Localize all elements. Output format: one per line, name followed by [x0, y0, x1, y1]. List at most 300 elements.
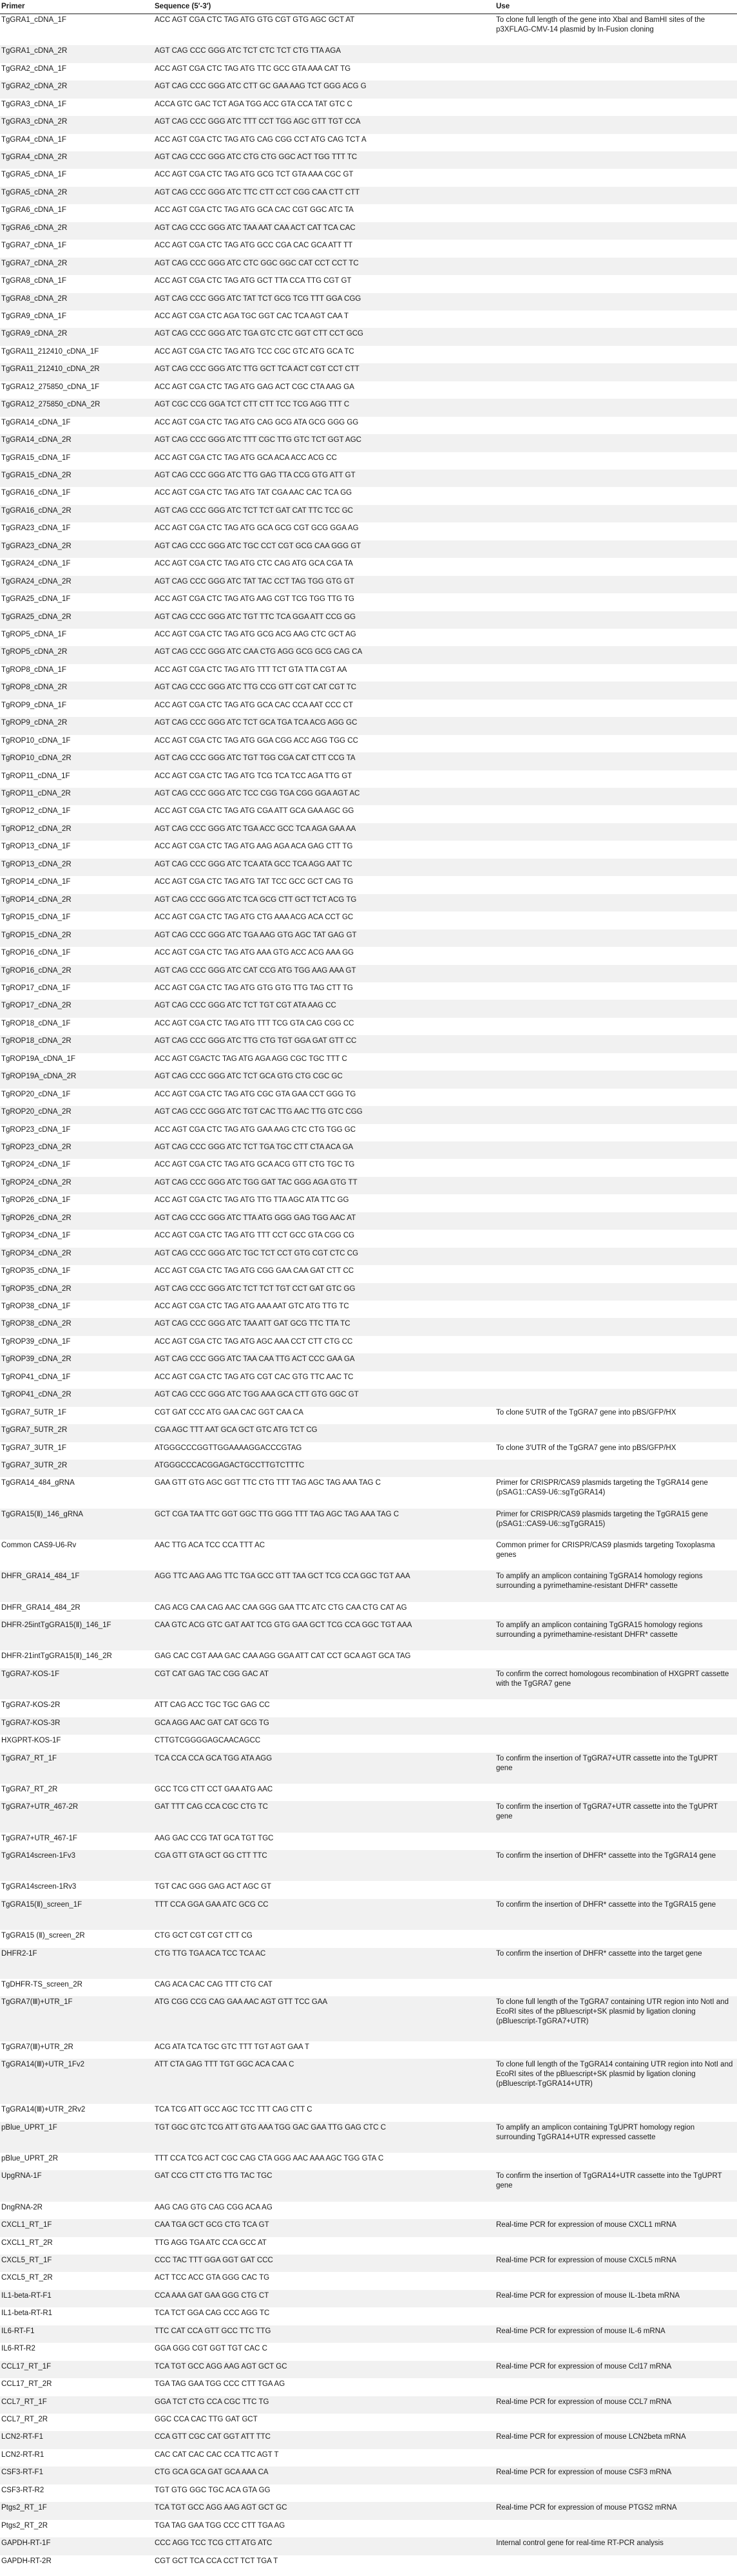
- cell-primer: TgGRA7_5UTR_2R: [1, 1426, 68, 1435]
- table-row: [0, 1668, 737, 1699]
- table-row: [0, 1442, 737, 1460]
- cell-primer: TgROP39_cDNA_2R: [1, 1355, 72, 1364]
- cell-sequence: AGT CAG CCC GGG ATC TTG GCT TCA ACT CGT CCT CTT: [155, 365, 359, 374]
- table-row: [0, 1194, 737, 1212]
- table-row: [0, 346, 737, 363]
- cell-sequence: ACC AGT CGA CTC TAG ATG TTT TCG GTA CAG CGG CC: [155, 1019, 354, 1027]
- cell-primer: TgROP10_cDNA_1F: [1, 736, 71, 745]
- cell-use: To amplify an amplicon containing TgUPRT homology region surrounding TgGRA14+UTR expressed cassette: [496, 2123, 695, 2141]
- table-row: [0, 434, 737, 452]
- cell-sequence: ACC AGT CGA CTC TAG ATG GCA GCG CGT GCG GGA AG: [155, 524, 359, 533]
- cell-primer: DHFR-21intTgGRA15(Ⅱ)_146_2R: [1, 1652, 112, 1661]
- cell-primer: TgGRA15(Ⅱ)_146_gRNA: [1, 1510, 84, 1518]
- cell-primer: TgROP39_cDNA_1F: [1, 1337, 71, 1346]
- table-row: [0, 2502, 737, 2519]
- table-row: [0, 452, 737, 470]
- cell-primer: TgGRA11_212410_cDNA_2R: [1, 365, 100, 374]
- table-row: [0, 1000, 737, 1017]
- table-row: [0, 1018, 737, 1035]
- cell-use: [496, 2485, 734, 2486]
- cell-primer: Ptgs2_RT_1F: [1, 2504, 47, 2512]
- cell-use: Real-time PCR for expression of mouse CXCL1 mRNA: [496, 2221, 676, 2229]
- cell-primer: TgROP19A_cDNA_1F: [1, 1054, 76, 1063]
- cell-sequence: AGT CAG CCC GGG ATC TTT CCT TGG AGC GTT TGT CCA: [155, 118, 361, 126]
- table-row: [0, 1650, 737, 1668]
- table-row: [0, 1318, 737, 1335]
- cell-sequence: CGT CAT GAG TAC CGG GAC AT: [155, 1670, 269, 1678]
- table-row: [0, 1124, 737, 1141]
- table-row: [0, 1850, 737, 1881]
- table-row: [0, 2520, 737, 2537]
- cell-sequence: CAA TGA GCT GCG CTG TCA GT: [155, 2221, 269, 2229]
- cell-use: Primer for CRISPR/CAS9 plasmids targeting the TgGRA15 gene (pSAG1::CAS9-U6::sgTgGRA15): [496, 1510, 708, 1528]
- table-row: [0, 1460, 737, 1477]
- cell-sequence: CTG GCT CGT CGT CTT CG: [155, 1932, 253, 1940]
- cell-primer: TgROP9_cDNA_1F: [1, 701, 66, 709]
- cell-sequence: AGT CAG CCC GGG ATC TGG GAT TAC GGG AGA GTG TT: [155, 1178, 358, 1187]
- cell-use: [496, 99, 734, 100]
- cell-primer: DHFR2-1F: [1, 1949, 37, 1958]
- cell-primer: TgROP8_cDNA_2R: [1, 683, 68, 692]
- cell-use: Real-time PCR for expression of mouse CSF3 mRNA: [496, 2468, 672, 2477]
- table-row: [0, 1159, 737, 1176]
- cell-primer: IL1-beta-RT-R1: [1, 2309, 53, 2318]
- cell-sequence: AGT CAG CCC GGG ATC TAA AAT CAA ACT CAT TCA CAC: [155, 224, 356, 232]
- cell-sequence: GCC TCG CTT CCT GAA ATG AAC: [155, 1785, 273, 1793]
- cell-sequence: AGT CAG CCC GGG ATC TTG CCG GTT CGT CAT CGT TC: [155, 683, 357, 692]
- cell-use: [496, 1230, 734, 1231]
- cell-sequence: ATT CTA GAG TTT TGT GGC ACA CAA C: [155, 2061, 294, 2069]
- cell-use: [496, 434, 734, 435]
- table-row: [0, 2237, 737, 2255]
- cell-primer: TgROP14_cDNA_1F: [1, 878, 71, 886]
- table-row: [0, 982, 737, 1000]
- cell-sequence: ACC AGT CGA CTC TAG ATG GAA AAG CTC CTG TGG GC: [155, 1125, 356, 1134]
- cell-primer: TgGRA6_cDNA_1F: [1, 206, 66, 215]
- cell-primer: TgGRA7_RT_1F: [1, 1754, 57, 1762]
- cell-use: [496, 576, 734, 577]
- cell-sequence: AGT CAG CCC GGG ATC CAT CCG ATG TGG AAG AAA GT: [155, 966, 356, 975]
- cell-use: [496, 2202, 734, 2203]
- cell-primer: LCN2-RT-F1: [1, 2433, 43, 2441]
- cell-use: [496, 1124, 734, 1125]
- cell-primer: TgROP11_cDNA_1F: [1, 772, 70, 780]
- cell-primer: TgGRA7_3UTR_2R: [1, 1461, 68, 1469]
- table-row: [0, 187, 737, 204]
- cell-primer: TgGRA5_cDNA_1F: [1, 171, 66, 179]
- cell-sequence: AGT CAG CCC GGG ATC TAA ATT GAT GCG TTC TTA TC: [155, 1320, 350, 1328]
- table-row: [0, 735, 737, 752]
- cell-use: [496, 1141, 734, 1143]
- cell-sequence: GCT CGA TAA TTC GGT GGC TTG GGG TTT TAG AGC TAG AAA TAG C: [155, 1510, 399, 1518]
- cell-use: [496, 2104, 734, 2105]
- cell-sequence: ACC AGT CGA CTC TAG ATG GCA ACG GTT CTG TGC TG: [155, 1161, 355, 1169]
- cell-sequence: ACC AGT CGA CTC TAG ATG AGC AAA CCT CTT CTG CC: [155, 1337, 353, 1346]
- table-row: [0, 1053, 737, 1071]
- cell-primer: TgGRA2_cDNA_2R: [1, 82, 68, 91]
- cell-sequence: TGT CAC GGG GAG ACT AGC GT: [155, 1883, 272, 1891]
- cell-sequence: TTT CCA TCG ACT CGC CAG CTA GGG AAC AAA AGC TGG GTA C: [155, 2154, 384, 2162]
- table-row: [0, 1389, 737, 1406]
- cell-use: [496, 2343, 734, 2344]
- cell-use: To clone full length of the TgGRA14 containing UTR region into NotI and EcoRI sites of the pBluescript+SK plasmid by ligation cloning (pBluescript-TgGRA14+UTR): [496, 2061, 733, 2088]
- cell-sequence: CGA GTT GTA GCT GG CTT TTC: [155, 1852, 267, 1860]
- table-row: [0, 770, 737, 788]
- cell-use: [496, 752, 734, 754]
- cell-primer: TgGRA8_cDNA_1F: [1, 277, 66, 285]
- table-row: [0, 2343, 737, 2360]
- cell-use: To clone full length of the gene into XbaI and BamHI sites of the p3XFLAG-CMV-14 plasmid by In-Fusion cloning: [496, 16, 705, 33]
- cell-primer: TgGRA3_cDNA_1F: [1, 100, 66, 108]
- table-row: [0, 1801, 737, 1832]
- cell-sequence: ACC AGT CGA CTC TAG ATG AAG CGT TCG TGG TTG TG: [155, 595, 354, 604]
- cell-use: [496, 1336, 734, 1337]
- cell-primer: TgGRA1_cDNA_1F: [1, 16, 66, 24]
- cell-use: Real-time PCR for expression of mouse CXCL5 mRNA: [496, 2256, 676, 2264]
- table-row: [0, 1948, 737, 1979]
- table-row: [0, 752, 737, 770]
- table-row: [0, 363, 737, 381]
- table-row: [0, 2255, 737, 2272]
- cell-primer: pBlue_UPRT_2R: [1, 2154, 59, 2162]
- cell-primer: TgROP20_cDNA_1F: [1, 1090, 71, 1098]
- cell-use: To clone 3′UTR of the TgGRA7 gene into pBS/GFP/HX: [496, 1444, 676, 1452]
- cell-sequence: AAG CAG GTG CAG CGG ACA AG: [155, 2203, 273, 2211]
- cell-use: [496, 1979, 734, 1980]
- cell-use: Real-time PCR for expression of mouse Ccl17 mRNA: [496, 2362, 672, 2371]
- table-row: [0, 664, 737, 682]
- cell-sequence: AGT CAG CCC GGG ATC TAT TCT GCG TCG TTT GGA CGG: [155, 294, 361, 303]
- table-row: [0, 487, 737, 504]
- cell-primer: CCL17_RT_1F: [1, 2362, 52, 2371]
- cell-use: To confirm the insertion of DHFR* cassette into the TgGRA15 gene: [496, 1900, 716, 1909]
- cell-primer: TgROP10_cDNA_2R: [1, 754, 72, 763]
- cell-primer: TgGRA16_cDNA_1F: [1, 489, 71, 497]
- table-row: [0, 2170, 737, 2201]
- table-row: [0, 911, 737, 929]
- cell-use: [496, 81, 734, 82]
- table-row: [0, 1509, 737, 1540]
- cell-sequence: AGT CAG CCC GGG ATC TTT CGC TTG GTC TCT GGT AGC: [155, 436, 361, 444]
- cell-use: [496, 1283, 734, 1284]
- cell-sequence: ACC AGT CGA CTC TAG ATG GCG ACG AAG CTC GCT AG: [155, 631, 356, 639]
- cell-sequence: AGT CAG CCC GGG ATC TTG CTG TGT GGA GAT GTT CC: [155, 1037, 357, 1045]
- table-row: [0, 894, 737, 911]
- cell-primer: GAPDH-RT-1F: [1, 2539, 51, 2548]
- cell-use: [496, 381, 734, 383]
- cell-sequence: ATGGGCCCACGGAGACTGCCTTGTCTTTC: [155, 1461, 305, 1469]
- table-row: [0, 2307, 737, 2325]
- cell-primer: TgGRA7_3UTR_1F: [1, 1444, 66, 1452]
- cell-use: [496, 2520, 734, 2521]
- table-row: [0, 417, 737, 434]
- cell-use: [496, 2041, 734, 2043]
- cell-use: [496, 2153, 734, 2154]
- cell-use: [496, 911, 734, 913]
- cell-use: [496, 2555, 734, 2557]
- table-row: [0, 293, 737, 310]
- cell-sequence: ACC AGT CGA CTC TAG ATG GAG ACT CGC CTA AAG GA: [155, 383, 354, 391]
- table-row: [0, 1424, 737, 1442]
- table-row: [0, 1089, 737, 1106]
- cell-primer: DHFR_GRA14_484_2R: [1, 1603, 81, 1612]
- cell-sequence: ACC AGT CGA CTC TAG ATG TTT TCT GTA TTA CGT AA: [155, 665, 347, 674]
- cell-sequence: AGT CAG CCC GGG ATC TCT TCT GAT CAT TTC TCC GC: [155, 506, 353, 515]
- cell-primer: LCN2-RT-R1: [1, 2450, 44, 2459]
- cell-primer: TgROP13_cDNA_2R: [1, 860, 72, 868]
- cell-primer: TgROP5_cDNA_1F: [1, 631, 66, 639]
- cell-use: [496, 1159, 734, 1160]
- cell-primer: TgGRA3_cDNA_2R: [1, 118, 68, 126]
- cell-sequence: AGT CAG CCC GGG ATC TTG GAG TTA CCG GTG ATT GT: [155, 472, 356, 479]
- table-row: [0, 1833, 737, 1850]
- cell-primer: TgGRA11_212410_cDNA_1F: [1, 347, 99, 356]
- cell-sequence: ACC AGT CGA CTC TAG ATG AAA GTG ACC ACG AAA GG: [155, 949, 354, 957]
- cell-sequence: GAA GTT GTG AGC GGT TTC CTG TTT TAG AGC TAG AAA TAG C: [155, 1479, 381, 1487]
- cell-primer: TgROP20_cDNA_2R: [1, 1108, 72, 1116]
- table-row: [0, 1602, 737, 1619]
- cell-use: [496, 593, 734, 595]
- table-row: [0, 1407, 737, 1424]
- cell-sequence: ACC AGT CGA CTC TAG ATG TTG TTA AGC ATA TTC GG: [155, 1196, 349, 1205]
- cell-primer: CXCL1_RT_1F: [1, 2221, 52, 2229]
- table-row: [0, 63, 737, 81]
- cell-sequence: ACC AGT CGA CTC TAG ATG GTG CGT GTG AGC GCT AT: [155, 16, 355, 24]
- cell-use: [496, 770, 734, 772]
- table-row: [0, 1899, 737, 1930]
- cell-primer: TgROP41_cDNA_2R: [1, 1391, 72, 1399]
- table-row: [0, 1301, 737, 1318]
- cell-primer: TgGRA23_cDNA_1F: [1, 524, 71, 533]
- cell-use: [496, 2237, 734, 2238]
- cell-primer: TgROP18_cDNA_1F: [1, 1019, 71, 1027]
- table-row: [0, 558, 737, 575]
- table-row: [0, 399, 737, 416]
- cell-use: [496, 328, 734, 329]
- cell-primer: TgROP38_cDNA_2R: [1, 1320, 72, 1328]
- cell-sequence: AGT CAG CCC GGG ATC TCT GCA GTG CTG CGC GC: [155, 1073, 343, 1081]
- table-row: [0, 2431, 737, 2448]
- cell-sequence: ACC AGT CGA CTC TAG ATG GGA CGG ACC AGG TGG CC: [155, 736, 358, 745]
- cell-sequence: TGA TAG GAA TGG CCC CTT TGA AG: [155, 2380, 285, 2389]
- table-row: [0, 841, 737, 858]
- cell-sequence: TCA TCG ATT GCC AGC TCC TTT CAG CTT C: [155, 2106, 312, 2114]
- cell-sequence: ACG ATA TCA TGC GTC TTT TGT AGT GAA T: [155, 2043, 310, 2051]
- table-row: [0, 81, 737, 98]
- header-primer: Primer: [1, 3, 25, 10]
- table-row: [0, 2290, 737, 2307]
- cell-sequence: ACC AGT CGA CTC TAG ATG CAG CGG CCT ATG CAG TCT A: [155, 135, 367, 144]
- cell-sequence: AGT CAG CCC GGG ATC TGT TGG CGA CAT CTT CCG TA: [155, 754, 356, 763]
- cell-use: [496, 1699, 734, 1701]
- cell-sequence: CTTGTCGGGGAGCAACAGCC: [155, 1737, 261, 1745]
- table-row: [0, 45, 737, 62]
- cell-primer: TgGRA9_cDNA_2R: [1, 330, 68, 338]
- cell-primer: TgGRA15_cDNA_1F: [1, 453, 71, 462]
- cell-primer: CXCL5_RT_2R: [1, 2274, 53, 2282]
- cell-primer: TgGRA7(Ⅲ)+UTR_1F: [1, 1998, 73, 2007]
- cell-sequence: TCA TGT GCC AGG AAG AGT GCT GC: [155, 2362, 287, 2371]
- table-row: [0, 2466, 737, 2484]
- table-row: [0, 151, 737, 169]
- cell-sequence: CAC CAT CAC CAC CCA TTC AGT T: [155, 2450, 279, 2459]
- cell-use: [496, 700, 734, 701]
- cell-sequence: ATT CAG ACC TGC TGC GAG CC: [155, 1701, 270, 1710]
- cell-sequence: AGT CAG CCC GGG ATC TGA GTC CTC GGT CTT CCT GCG: [155, 330, 363, 338]
- cell-use: Internal control gene for real-time RT-PCR analysis: [496, 2539, 664, 2548]
- cell-sequence: CAA GTC ACG GTC GAT AAT TCG GTG GAA GCT TCG CCA GGC TGT AAA: [155, 1621, 412, 1630]
- cell-primer: TgROP17_cDNA_2R: [1, 1002, 72, 1010]
- table-row: [0, 1930, 737, 1947]
- cell-sequence: CCA AAA GAT GAA GGG CTG CT: [155, 2291, 269, 2300]
- cell-primer: TgGRA14(Ⅲ)+UTR_1Fv2: [1, 2061, 85, 2069]
- cell-use: [496, 204, 734, 205]
- cell-primer: TgROP5_cDNA_2R: [1, 648, 68, 656]
- cell-use: [496, 1424, 734, 1426]
- cell-use: [496, 1881, 734, 1882]
- table-row: [0, 1071, 737, 1088]
- cell-use: [496, 1930, 734, 1931]
- cell-sequence: TGA TAG GAA TGG CCC CTT TGA AG: [155, 2521, 285, 2530]
- table-row: [0, 2122, 737, 2153]
- table-row: [0, 1477, 737, 1508]
- cell-use: [496, 859, 734, 860]
- header-sequence: Sequence (5′-3′): [155, 3, 211, 10]
- cell-sequence: CAG ACA CAC CAG TTT CTG CAT: [155, 1980, 273, 1989]
- cell-use: [496, 1018, 734, 1019]
- table-row: [0, 1540, 737, 1570]
- table-row: [0, 2378, 737, 2396]
- cell-use: [496, 2414, 734, 2415]
- cell-use: [496, 540, 734, 542]
- cell-primer: CXCL5_RT_1F: [1, 2256, 52, 2264]
- cell-use: Common primer for CRISPR/CAS9 plasmids targeting Toxoplasma genes: [496, 1541, 715, 1560]
- cell-primer: UpgRNA-1F: [1, 2172, 42, 2180]
- cell-primer: HXGPRT-KOS-1F: [1, 1737, 61, 1745]
- cell-primer: TgROP12_cDNA_2R: [1, 825, 72, 833]
- cell-use: [496, 664, 734, 665]
- cell-primer: TgGRA14screen-1Fv3: [1, 1852, 76, 1860]
- cell-use: [496, 1053, 734, 1054]
- cell-primer: TgGRA12_275850_cDNA_2R: [1, 401, 100, 409]
- cell-primer: TgGRA5_cDNA_2R: [1, 188, 68, 196]
- cell-sequence: TTT CCA GGA GAA ATC GCG CC: [155, 1900, 269, 1909]
- cell-sequence: ATG CGG CCG CAG GAA AAC AGT GTT TCC GAA: [155, 1998, 328, 2007]
- cell-sequence: AGT CAG CCC GGG ATC TCT TGA TGC CTT CTA ACA GA: [155, 1143, 354, 1151]
- cell-use: [496, 1389, 734, 1390]
- cell-use: [496, 947, 734, 948]
- cell-primer: TgROP18_cDNA_2R: [1, 1037, 72, 1045]
- cell-sequence: ACT TCC ACC GTA GGG CAC TG: [155, 2274, 270, 2282]
- cell-use: [496, 222, 734, 224]
- cell-sequence: AGT CAG CCC GGG ATC TCT CTC TCT CTG TTA AGA: [155, 47, 341, 55]
- cell-use: [496, 363, 734, 365]
- cell-use: [496, 735, 734, 736]
- cell-sequence: AGT CAG CCC GGG ATC TTA ATG GGG GAG TGG AAC AT: [155, 1214, 356, 1222]
- cell-use: [496, 470, 734, 471]
- cell-sequence: AGT CAG CCC GGG ATC TGT TTC TCA GGA ATT CCG GG: [155, 613, 356, 621]
- cell-primer: pBlue_UPRT_1F: [1, 2123, 57, 2132]
- table-row: [0, 682, 737, 699]
- table-row: [0, 593, 737, 611]
- cell-primer: TgGRA12_275850_cDNA_1F: [1, 383, 100, 391]
- table-row: [0, 1753, 737, 1784]
- cell-use: [496, 2307, 734, 2309]
- cell-sequence: GGA GGG CGT GGT TGT CAC C: [155, 2345, 267, 2353]
- cell-primer: TgROP17_cDNA_1F: [1, 984, 71, 992]
- cell-use: [496, 823, 734, 825]
- table-row: [0, 1283, 737, 1301]
- cell-use: [496, 1035, 734, 1036]
- cell-use: To confirm the insertion of TgGRA7+UTR cassette into the TgUPRT gene: [496, 1754, 718, 1772]
- cell-sequence: CTG TTG TGA ACA TCC TCA AC: [155, 1949, 266, 1958]
- cell-use: To confirm the insertion of DHFR* cassette into the TgGRA14 gene: [496, 1852, 716, 1860]
- cell-sequence: CGT GCT TCA CCA CCT TCT TGA T: [155, 2557, 278, 2565]
- table-row: [0, 1265, 737, 1283]
- cell-use: To amplify an amplicon containing TgGRA14 homology regions surrounding a pyrimethamine-resistant DHFR* cassette: [496, 1572, 703, 1590]
- table-row: [0, 14, 737, 45]
- cell-use: To amplify an amplicon containing TgGRA15 homology regions surrounding a pyrimethamine-resistant DHFR* cassette: [496, 1621, 703, 1639]
- table-row: [0, 1619, 737, 1650]
- table-row: [0, 1717, 737, 1735]
- cell-primer: TgGRA14(Ⅲ)+UTR_2Rv2: [1, 2106, 86, 2114]
- cell-use: [496, 894, 734, 895]
- table-row: [0, 310, 737, 328]
- cell-primer: TgGRA14_484_gRNA: [1, 1479, 75, 1487]
- cell-sequence: ACC AGT CGA CTC AGA TGC GGT CAC TCA AGT CAA T: [155, 312, 349, 320]
- cell-sequence: ACC AGT CGA CTC TAG ATG AAG AGA ACA GAG CTT TG: [155, 843, 353, 851]
- cell-primer: TgGRA9_cDNA_1F: [1, 312, 66, 320]
- table-row: [0, 2396, 737, 2414]
- table-row: [0, 2555, 737, 2573]
- cell-primer: CSF3-RT-R2: [1, 2486, 44, 2494]
- cell-primer: TgGRA7-KOS-2R: [1, 1701, 61, 1710]
- cell-use: [496, 275, 734, 276]
- table-row: [0, 2041, 737, 2059]
- cell-sequence: TCA CCA CCA GCA TGG ATA AGG: [155, 1754, 273, 1762]
- table-row: [0, 116, 737, 133]
- cell-sequence: AGT CAG CCC GGG ATC TAA CAA TTG ACT CCC GAA GA: [155, 1355, 355, 1364]
- cell-sequence: GAT CCG CTT CTG TTG TAC TGC: [155, 2172, 273, 2180]
- table-row: [0, 275, 737, 292]
- table-row: [0, 2537, 737, 2555]
- cell-primer: TgROP35_cDNA_2R: [1, 1284, 72, 1293]
- cell-primer: TgROP23_cDNA_1F: [1, 1125, 71, 1134]
- table-row: [0, 2449, 737, 2466]
- cell-use: [496, 788, 734, 789]
- cell-use: Real-time PCR for expression of mouse PTGS2 mRNA: [496, 2504, 677, 2512]
- cell-use: Real-time PCR for expression of mouse IL-1beta mRNA: [496, 2291, 680, 2300]
- cell-primer: TgDHFR-TS_screen_2R: [1, 1980, 82, 1989]
- cell-use: [496, 258, 734, 259]
- cell-sequence: TGT GTG GGC TGC ACA GTA GG: [155, 2486, 271, 2494]
- cell-primer: CCL17_RT_2R: [1, 2380, 52, 2389]
- cell-use: [496, 646, 734, 647]
- cell-sequence: AGT CAG CCC GGG ATC TCT GCA TGA TCA ACG AGG GC: [155, 719, 358, 727]
- cell-sequence: ACC AGT CGA CTC TAG ATG TCC CGC GTC ATG GCA TC: [155, 347, 354, 356]
- table-row: [0, 1248, 737, 1265]
- table-row: [0, 611, 737, 629]
- cell-use: [496, 187, 734, 188]
- cell-primer: CCL7_RT_1F: [1, 2398, 47, 2406]
- cell-sequence: CGA AGC TTT AAT GCA GCT GTC ATG TCT CG: [155, 1426, 318, 1435]
- cell-use: [496, 417, 734, 418]
- table-row: [0, 1570, 737, 1601]
- cell-primer: TgROP26_cDNA_2R: [1, 1214, 72, 1222]
- cell-use: [496, 841, 734, 842]
- cell-sequence: ACCA GTC GAC TCT AGA TGG ACC GTA CCA TAT GTC C: [155, 100, 352, 108]
- cell-sequence: GAT TTT CAG CCA CGC CTG TC: [155, 1803, 268, 1811]
